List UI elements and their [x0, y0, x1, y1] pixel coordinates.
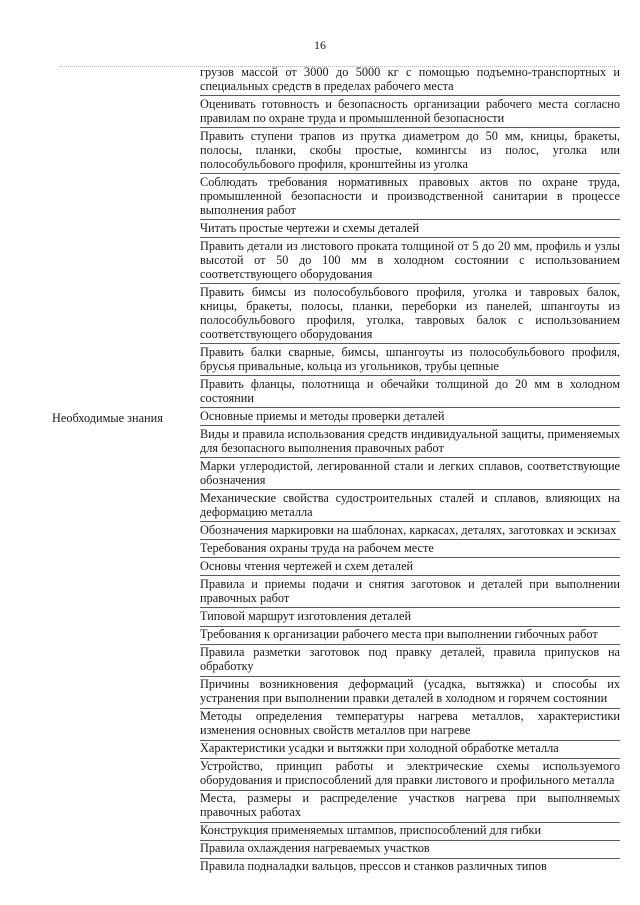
knowledge-label: Необходимые знания — [52, 410, 163, 425]
knowledge-item: Типовой маршрут изготовления деталей — [200, 610, 620, 627]
knowledge-item: Правила разметки заготовок под правку деталей, правила припусков на обработку — [200, 646, 620, 676]
knowledge-item: Конструкция применяемых штампов, приспособлений для гибки — [200, 824, 620, 841]
knowledge-item: Обозначения маркировки на шаблонах, каркасах, деталях, заготовках и эскизах — [200, 524, 620, 541]
knowledge-item: Марки углеродистой, легированной стали и легких сплавов, соответствующие обозначения — [200, 460, 620, 490]
knowledge-item: Основные приемы и методы проверки деталей — [200, 410, 620, 427]
knowledge-item: Правила охлаждения нагреваемых участков — [200, 842, 620, 859]
skill-item: Править бимсы из полособульбового профиля, уголка и тавровых балок, кницы, бракеты, полосы, планки, переборки из панелей, шпангоуты из полособульбового профиля, уголка, тавровых балок с использованием соответствующего оборудования — [200, 286, 620, 344]
skill-item: Читать простые чертежи и схемы деталей — [200, 222, 620, 239]
knowledge-item: Виды и правила использования средств индивидуальной защиты, применяемых для безопасного выполнения правочных работ — [200, 428, 620, 458]
knowledge-item: Методы определения температуры нагрева металлов, характеристики изменения основных свойств металлов при нагреве — [200, 710, 620, 740]
skills-label-cell — [52, 66, 200, 67]
skill-item: Править балки сварные, бимсы, шпангоуты из полособульбового профиля, брусья привальные, кольца из угольников, трубы цепные — [200, 346, 620, 376]
skill-item: Править фланцы, полотнища и обечайки толщиной до 20 мм в холодном состоянии — [200, 378, 620, 408]
knowledge-item: Правила и приемы подачи и снятия заготовок и деталей при выполнении правочных работ — [200, 578, 620, 608]
skill-item: Оценивать готовность и безопасность организации рабочего места согласно правилам по охране труда и промышленной безопасности — [200, 98, 620, 128]
skill-item: Править детали из листового проката толщиной от 5 до 20 мм, профиль и узлы высотой от 50 до 100 мм в холодном состоянии с использованием соответствующего оборудования — [200, 240, 620, 284]
knowledge-section — [52, 410, 620, 878]
knowledge-item: Механические свойства судостроительных сталей и сплавов, влияющих на деформацию металла — [200, 492, 620, 522]
knowledge-item: Причины возникновения деформаций (усадка, вытяжка) и способы их устранения при выполнении правки деталей в холодном и горячем состоянии — [200, 678, 620, 708]
skills-list — [200, 66, 620, 410]
skill-item: Править ступени трапов из прутка диаметром до 50 мм, кницы, бракеты, полосы, планки, скобы простые, комингсы из полос, уголка или полособульбового профиля, кронштейны из уголка — [200, 130, 620, 174]
knowledge-item: Требования к организации рабочего места при выполнении гибочных работ — [200, 628, 620, 645]
knowledge-item: Основы чтения чертежей и схем деталей — [200, 560, 620, 577]
page-number: 16 — [314, 38, 326, 52]
skill-item: грузов массой от 3000 до 5000 кг с помощью подъемно-транспортных и специальных средств в пределах рабочего места — [200, 66, 620, 96]
skill-item: Соблюдать требования нормативных правовых актов по охране труда, промышленной безопасности и производственной санитарии в процессе выполнения работ — [200, 176, 620, 220]
skills-section — [52, 66, 620, 410]
knowledge-list — [200, 410, 620, 878]
knowledge-item: Характеристики усадки и вытяжки при холодной обработке металла — [200, 742, 620, 759]
knowledge-item: Устройство, принцип работы и электрические схемы используемого оборудования и приспособлений для правки листового и профильного металла — [200, 760, 620, 790]
knowledge-item: Места, размеры и распределение участков нагрева при выполняемых правочных работах — [200, 792, 620, 822]
knowledge-item: Правила подналадки вальцов, прессов и станков различных типов — [200, 859, 547, 874]
knowledge-item: Теребования охраны труда на рабочем месте — [200, 542, 620, 559]
requirements-table — [52, 66, 620, 878]
